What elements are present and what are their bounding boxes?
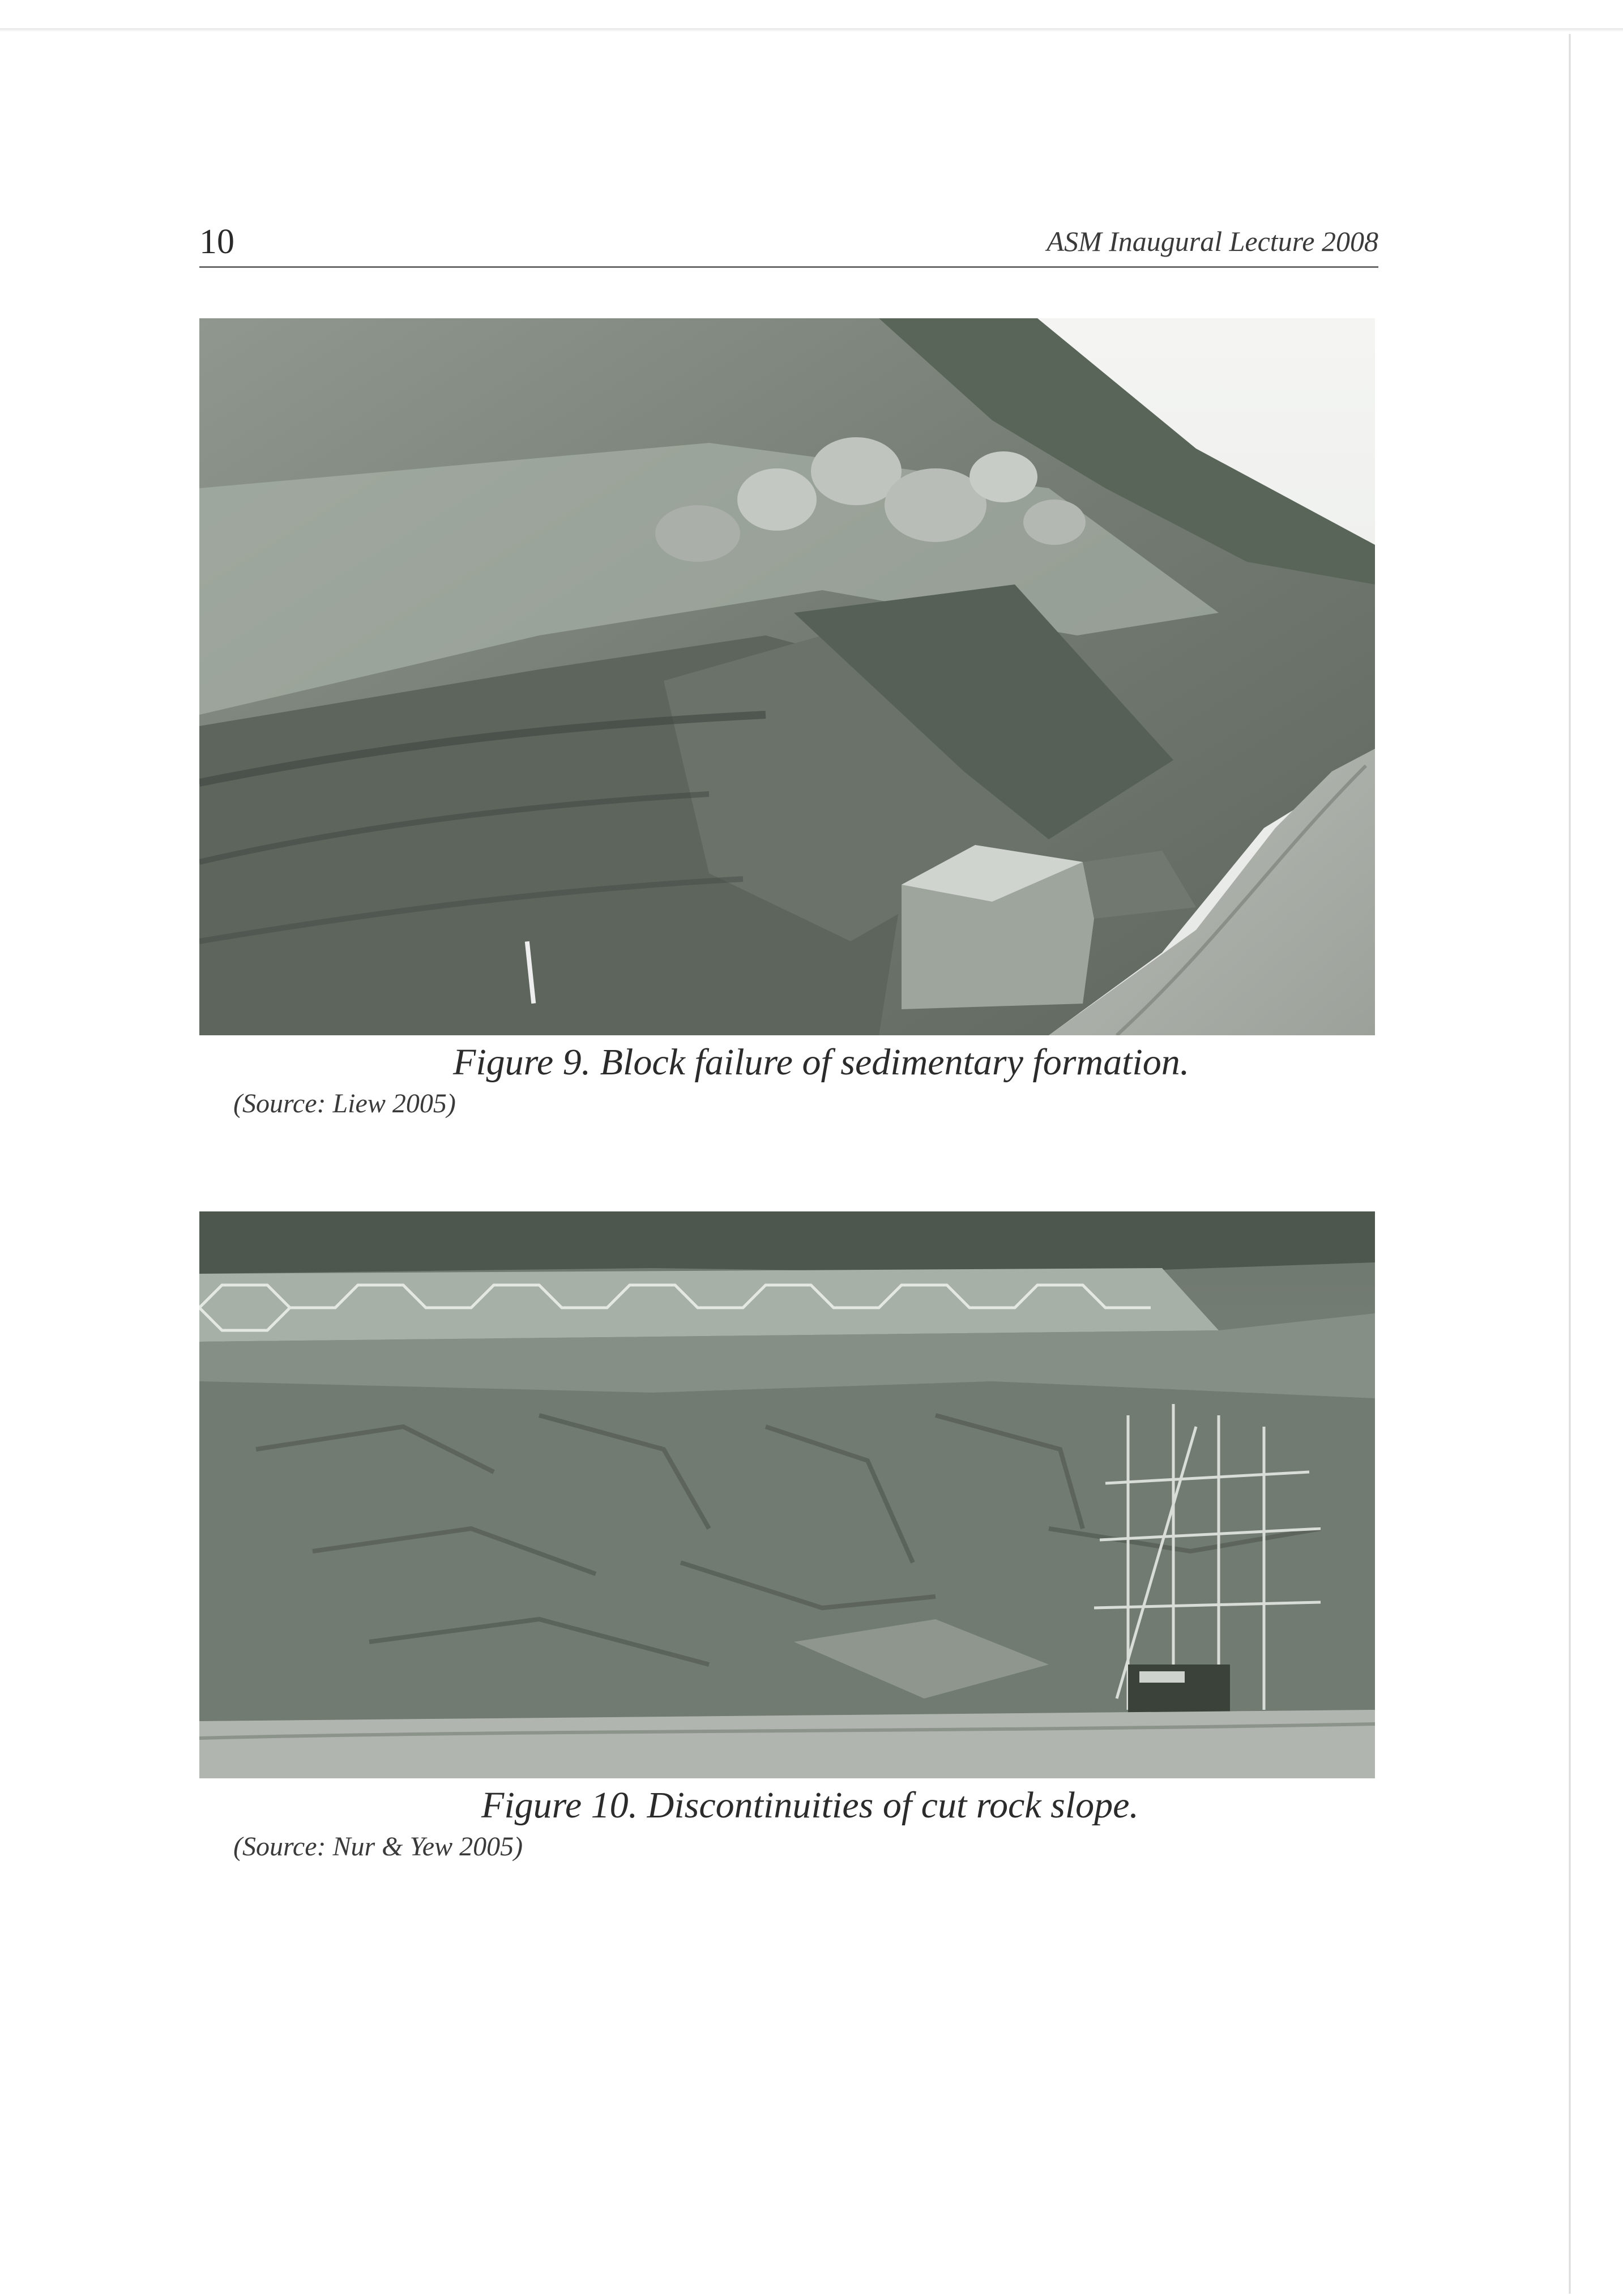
running-title: ASM Inaugural Lecture 2008 [1047,225,1378,257]
figure-10-source: (Source: Nur & Yew 2005) [233,1832,523,1862]
figure-10-caption: Figure 10. Discontinuities of cut rock slope. [481,1785,1139,1826]
header-rule [199,266,1378,268]
figure-9-source: (Source: Liew 2005) [233,1089,456,1119]
figure-9-caption: Figure 9. Block failure of sedimentary formation. [453,1042,1190,1083]
scan-right-edge [1569,34,1571,2294]
page-number: 10 [199,223,234,261]
figure-9-photo [199,318,1375,1035]
figure-10-photo [199,1211,1375,1778]
scan-top-edge [0,28,1623,32]
